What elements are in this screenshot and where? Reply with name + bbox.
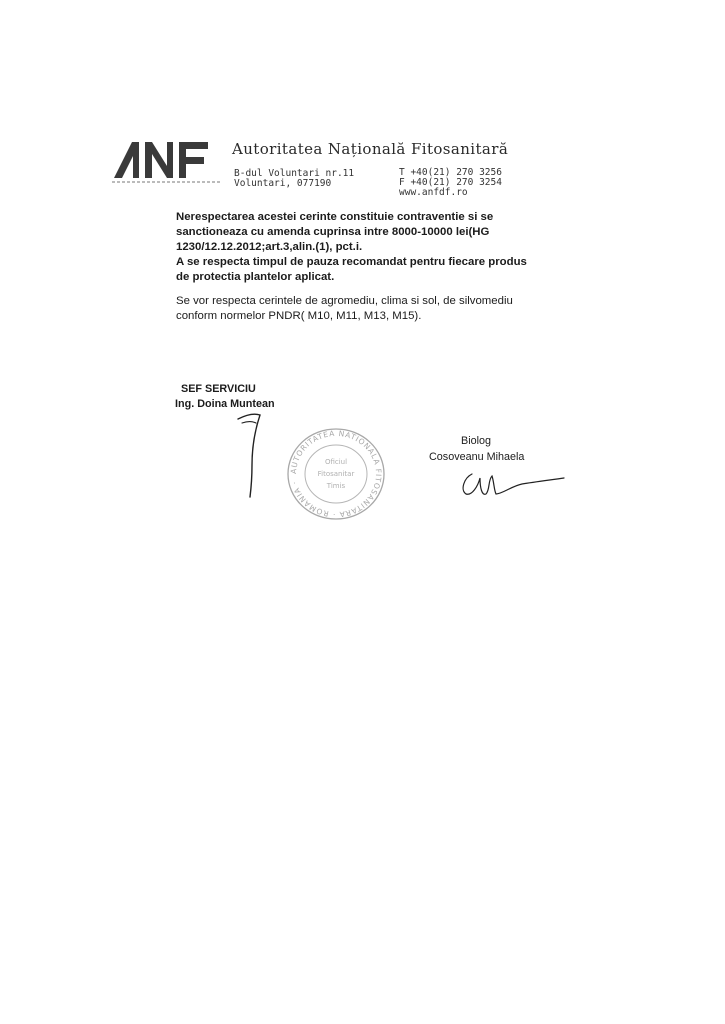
penalty-paragraph [176,210,536,285]
phone-number: T +40(21) 270 3256 [399,167,502,178]
fax-number: F +40(21) 270 3254 [399,177,502,188]
requirements-paragraph: Se vor respecta cerintele de agromediu, clima si sol, de silvomediu conform normelor PNDR( M10, M11, M13, M15). [176,295,513,322]
stamp-line-3: Timis [326,482,346,490]
handwritten-signature-left [230,405,270,505]
signatory-right-title: Biolog [461,435,492,447]
address-block [234,169,354,189]
anf-logo-icon [112,138,212,182]
official-stamp [281,424,391,524]
signatory-left-title: SEF SERVICIU [181,383,256,395]
penalty-text: Nerespectarea acestei cerinte constituie contraventie si se sanctioneaza cu amenda cuprinsa intre 8000-10000 lei(HG 1230/12.12.2012;art.3,alin.(1), pct.i. [176,211,494,253]
contact-block [399,168,502,198]
pause-time-text: A se respecta timpul de pauza recomandat pentru fiecare produs de protectia plantelor aplicat. [176,256,527,283]
organization-name: Autoritatea Națională Fitosanitară [232,140,509,158]
stamp-ring-text: AUTORITATEA NATIONALA FITOSANITARA · ROMANIA · [288,428,384,520]
signatory-right-name: Cosoveanu Mihaela [429,451,525,463]
signatory-left-name: Ing. Doina Muntean [175,398,275,410]
address-city: Voluntari, 077190 [234,178,332,189]
stamp-line-2: Fitosanitar [317,470,355,478]
website-link[interactable]: www.anfdf.ro [399,187,468,198]
address-street: B-dul Voluntari nr.11 [234,168,355,179]
stamp-line-1: Oficiul [324,458,348,466]
handwritten-signature-right [458,464,568,509]
logo-tagline [112,180,222,184]
